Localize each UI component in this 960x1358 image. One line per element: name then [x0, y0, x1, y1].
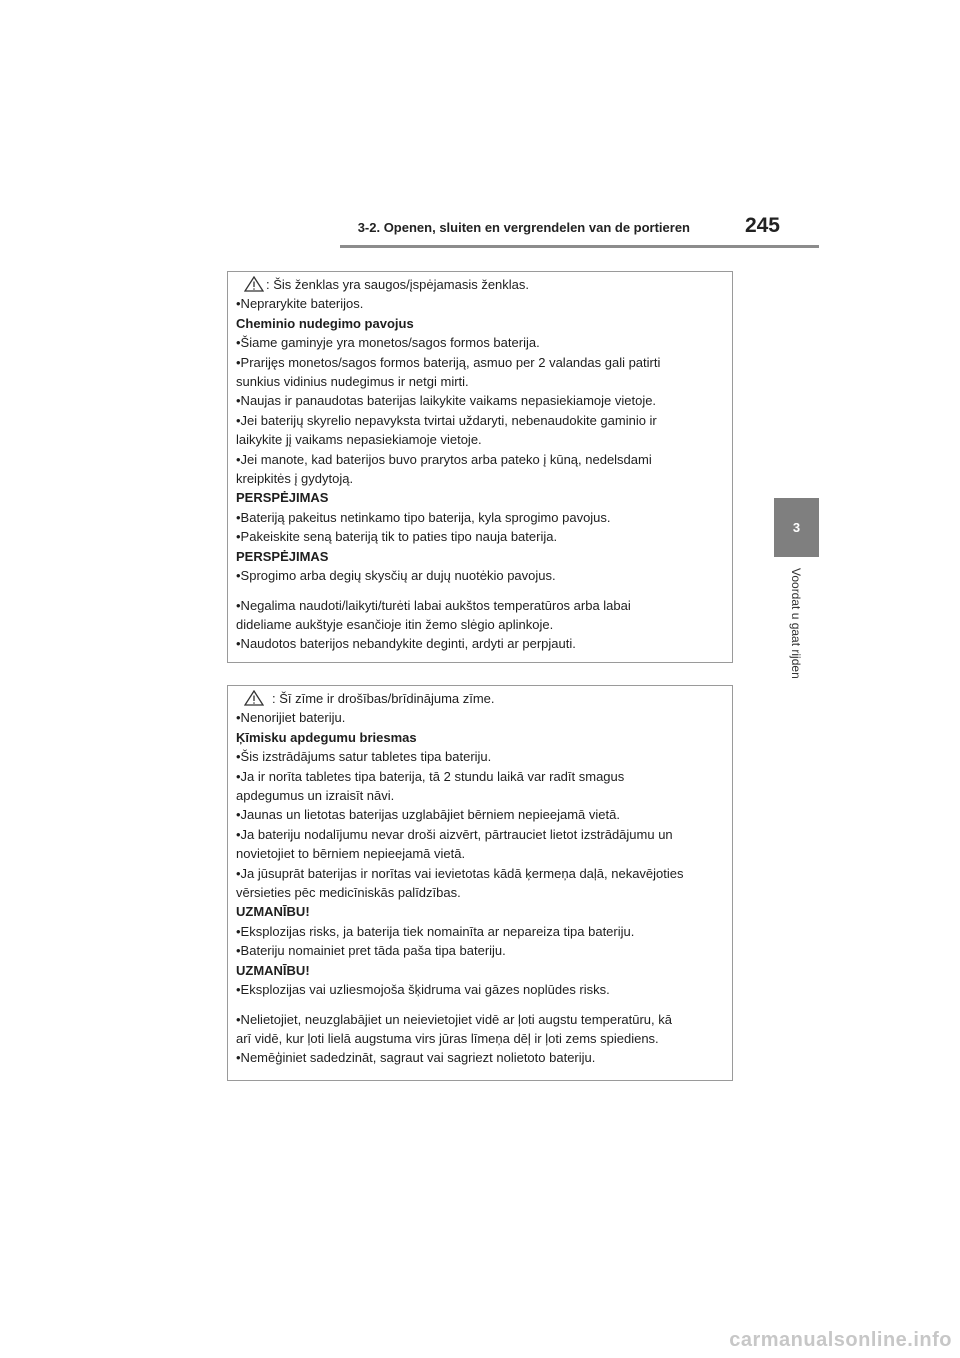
warning-line: •Ja bateriju nodalījumu nevar droši aizvērt, pārtrauciet lietot izstrādājumu un	[236, 826, 673, 842]
watermark: carmanualsonline.info	[729, 1329, 952, 1351]
warning-symbol-text: : Šis ženklas yra saugos/įspėjamasis ženklas.	[266, 277, 530, 292]
warning-line: •Prarijęs monetos/sagos formos bateriją, asmuo per 2 valandas gali patirti	[236, 354, 661, 370]
warning-line: •Naudotos baterijos nebandykite deginti, ardyti ar perpjauti.	[236, 636, 576, 652]
warning-symbol-line	[236, 275, 724, 294]
warning-symbol-line	[236, 689, 724, 708]
warning-line: •Bateriją pakeitus netinkamo tipo baterija, kyla sprogimo pavojus.	[236, 509, 611, 525]
warning-box-lithuanian	[227, 271, 733, 663]
warning-line: sunkius vidinius nudegimus ir netgi mirti.	[236, 374, 469, 390]
warning-heading: UZMANĪBU!	[236, 904, 310, 920]
warning-line: •Jei baterijų skyrelio nepavyksta tvirtai uždaryti, nebenaudokite gaminio ir	[236, 412, 657, 428]
warning-line: •Jei manote, kad baterijos buvo prarytos arba pateko į kūną, nedelsdami	[236, 451, 652, 467]
warning-triangle-icon	[244, 276, 264, 292]
warning-box-latvian	[227, 685, 733, 1081]
warning-line: •Eksplozijas risks, ja baterija tiek nomainīta ar nepareiza tipa bateriju.	[236, 923, 635, 939]
warning-heading: Ķīmisku apdegumu briesmas	[236, 729, 417, 745]
warning-line: •Nelietojiet, neuzglabājiet un neievietojiet vidē ar ļoti augstu temperatūru, kā	[236, 1011, 672, 1027]
warning-line: vērsieties pēc medicīniskās palīdzības.	[236, 885, 461, 901]
warning-line: •Ja jūsuprāt baterijas ir norītas vai ievietotas kādā ķermeņa daļā, nekavējoties	[236, 865, 684, 881]
warning-line: kreipkitės į gydytoją.	[236, 471, 354, 487]
chapter-tab	[774, 498, 819, 557]
warning-line: •Nemēģiniet sadedzināt, sagraut vai sagriezt nolietoto bateriju.	[236, 1050, 596, 1066]
warning-line: arī vidē, kur ļoti lielā augstuma virs jūras līmeņa dēļ ir ļoti zems spiediens.	[236, 1030, 659, 1046]
warning-heading: PERSPĖJIMAS	[236, 548, 329, 564]
warning-heading: UZMANĪBU!	[236, 962, 310, 978]
warning-line: laikykite jį vaikams nepasiekiamoje vietoje.	[236, 432, 482, 448]
warning-line: •Eksplozijas vai uzliesmojoša šķidruma vai gāzes noplūdes risks.	[236, 982, 610, 998]
warning-symbol-text: : Šī zīme ir drošības/brīdinājuma zīme.	[272, 691, 495, 706]
warning-text-lines	[236, 294, 724, 653]
chapter-number: 3	[792, 520, 801, 535]
page-header	[340, 214, 780, 244]
warning-line: •Pakeiskite seną bateriją tik to paties tipo nauja baterija.	[236, 529, 558, 545]
chapter-label: Voordat u gaat rijden	[789, 568, 803, 679]
warning-line: apdegumus un izraisīt nāvi.	[236, 788, 395, 804]
warning-heading: PERSPĖJIMAS	[236, 490, 329, 506]
warning-line: dideliame aukštyje esančioje itin žemo slėgio aplinkoje.	[236, 616, 554, 632]
warning-triangle-icon	[244, 690, 264, 706]
warning-line: •Negalima naudoti/laikyti/turėti labai aukštos temperatūros arba labai	[236, 597, 631, 613]
page-number: 245	[744, 214, 780, 237]
warning-line: •Naujas ir panaudotas baterijas laikykite vaikams nepasiekiamoje vietoje.	[236, 393, 657, 409]
warning-line: •Neprarykite baterijos.	[236, 296, 364, 312]
warning-line: •Sprogimo arba degių skysčių ar dujų nuotėkio pavojus.	[236, 568, 556, 584]
warning-heading: Cheminio nudegimo pavojus	[236, 315, 414, 331]
warning-line: •Jaunas un lietotas baterijas uzglabājiet bērniem nepieejamā vietā.	[236, 807, 620, 823]
warning-line: novietojiet to bērniem nepieejamā vietā.	[236, 846, 466, 862]
warning-line: •Bateriju nomainiet pret tāda paša tipa bateriju.	[236, 943, 506, 959]
chapter-title: 3-2. Openen, sluiten en vergrendelen van de portieren	[357, 220, 690, 235]
warning-line: •Šis izstrādājums satur tabletes tipa bateriju.	[236, 749, 492, 765]
warning-line: •Nenorijiet bateriju.	[236, 710, 346, 726]
warning-text-lines	[236, 708, 724, 1067]
warning-line: •Šiame gaminyje yra monetos/sagos formos baterija.	[236, 335, 540, 351]
header-divider	[340, 245, 819, 248]
warning-line: •Ja ir norīta tabletes tipa baterija, tā 2 stundu laikā var radīt smagus	[236, 768, 625, 784]
